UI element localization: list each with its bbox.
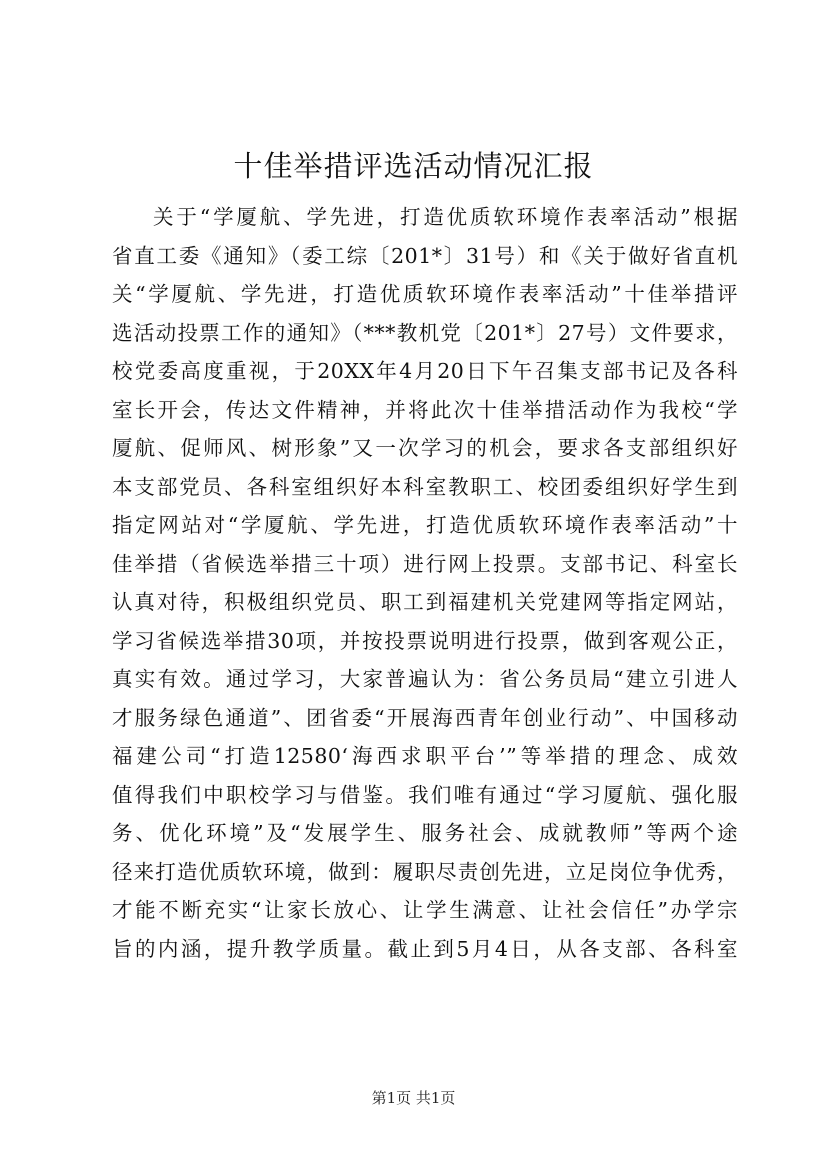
body-line: 指定网站对“学厦航、学先进，打造优质软环境作表率活动”十 [112, 513, 738, 537]
body-line: 关“学厦航、学先进，打造优质软环境作表率活动”十佳举措评 [112, 282, 738, 306]
body-line: 厦航、促师风、树形象”又一次学习的机会，要求各支部组织好 [112, 436, 738, 460]
document-body [112, 198, 738, 968]
body-line: 旨的内涵，提升教学质量。截止到5月4日，从各支部、各科室 [112, 936, 738, 961]
body-line: 佳举措（省候选举措三十项）进行网上投票。支部书记、科室长 [112, 551, 738, 576]
body-line: 务、优化环境”及“发展学生、服务社会、成就教师”等两个途 [112, 821, 738, 845]
body-line: 校党委高度重视，于20XX年4月20日下午召集支部书记及各科 [112, 359, 738, 383]
body-line: 福建公司“打造12580‘海西求职平台’”等举措的理念、成效 [112, 744, 738, 768]
body-line: 认真对待，积极组织党员、职工到福建机关党建网等指定网站， [112, 590, 738, 614]
body-line: 学习省候选举措30项，并按投票说明进行投票，做到客观公正， [112, 628, 738, 653]
page-footer: 第1页 共1页 [371, 1089, 456, 1107]
body-line: 才能不断充实“让家长放心、让学生满意、让社会信任”办学宗 [112, 898, 738, 922]
body-line: 才服务绿色通道”、团省委“开展海西青年创业行动”、中国移动 [112, 705, 738, 730]
body-line: 本支部党员、各科室组织好本科室教职工、校团委组织好学生到 [112, 474, 738, 499]
body-line: 室长开会，传达文件精神，并将此次十佳举措活动作为我校“学 [112, 397, 738, 422]
body-line: 径来打造优质软环境，做到：履职尽责创先进，立足岗位争优秀， [112, 859, 738, 884]
body-line: 选活动投票工作的通知》（***教机党〔201*〕27号）文件要求， [112, 320, 738, 345]
body-line: 值得我们中职校学习与借鉴。我们唯有通过“学习厦航、强化服 [112, 782, 738, 807]
body-line: 真实有效。通过学习，大家普遍认为：省公务员局“建立引进人 [112, 667, 738, 691]
body-line: 省直工委《通知》（委工综〔201*〕31号）和《关于做好省直机 [112, 243, 738, 268]
body-line: 关于“学厦航、学先进，打造优质软环境作表率活动”根据 [153, 205, 738, 229]
document-title: 十佳举措评选活动情况汇报 [233, 149, 594, 183]
